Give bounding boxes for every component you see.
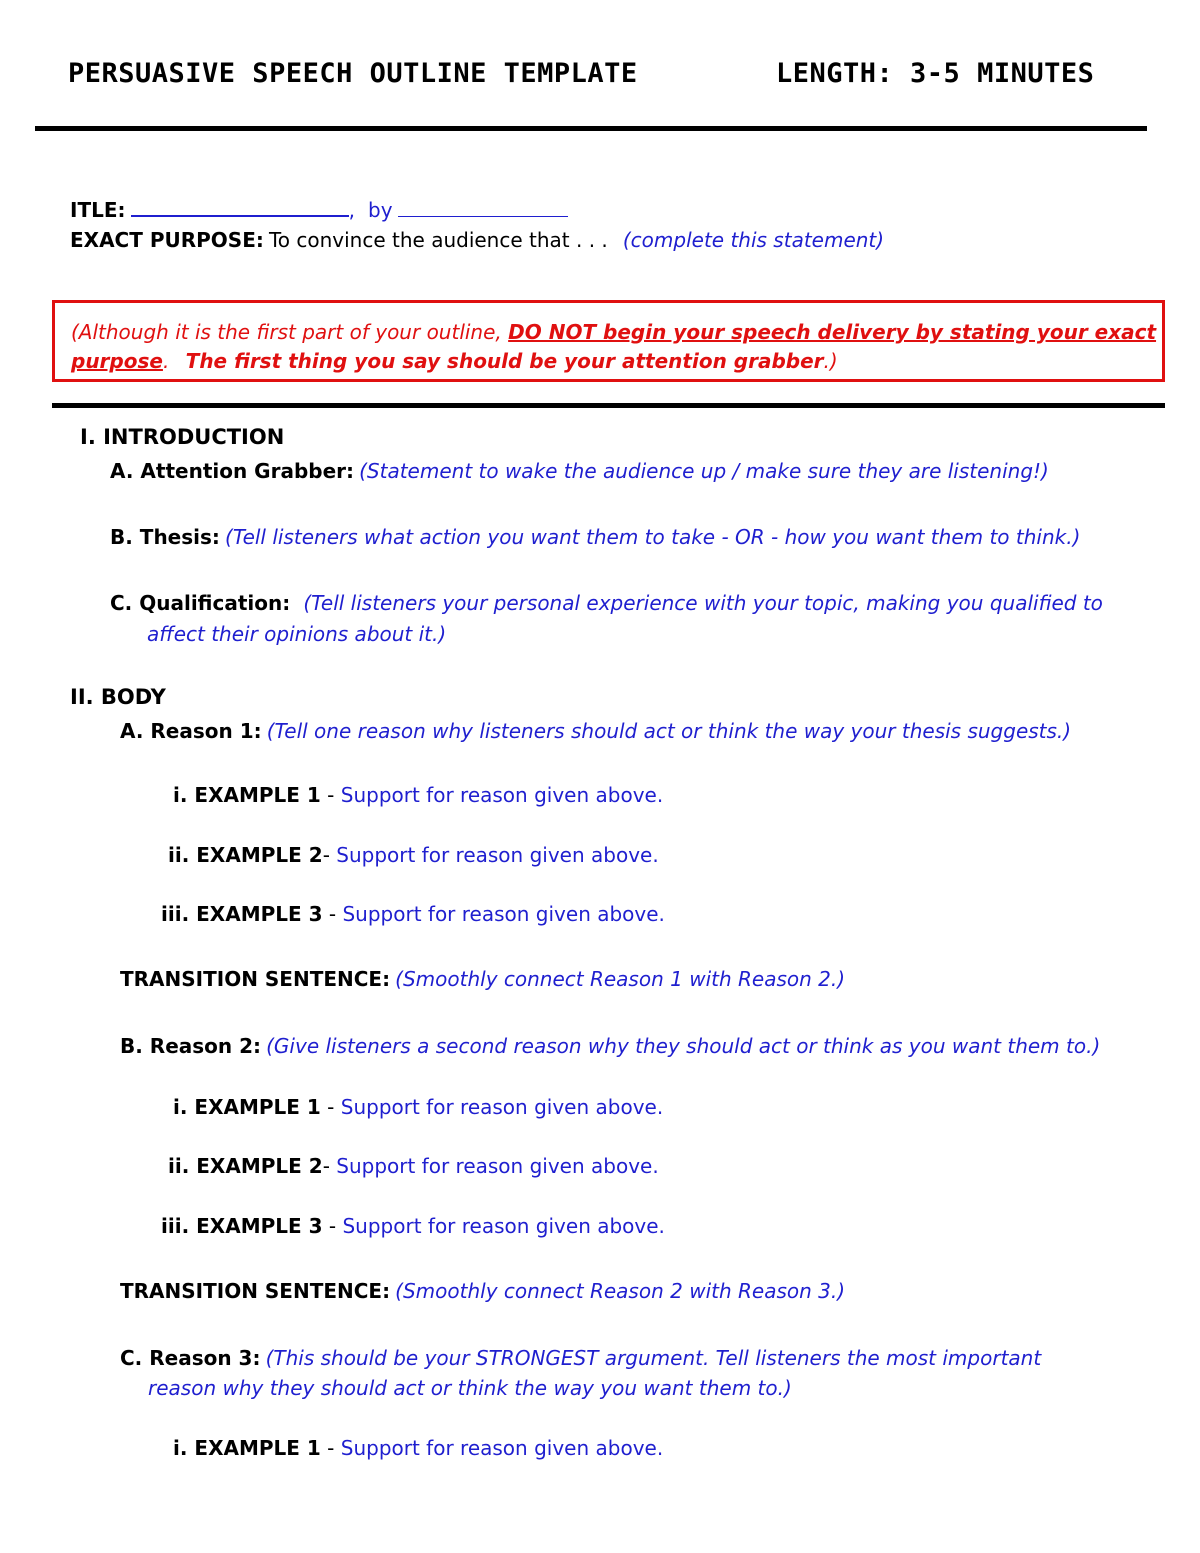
reason-3-hint-1: (This should be your STRONGEST argument. Tell listeners the most important [265, 1346, 1042, 1370]
reason-2-label: B. Reason 2: [120, 1034, 262, 1058]
qualification-hint-1: (Tell listeners your personal experience with your topic, making you qualified to [303, 591, 1103, 615]
example-number: iii. EXAMPLE 3 [161, 1214, 323, 1238]
reason-2-example-1 [173, 1095, 663, 1119]
example-separator: - [322, 1214, 343, 1238]
reason-2-example-3 [161, 1214, 665, 1238]
purpose-line [70, 228, 884, 252]
reason-2-example-2 [168, 1154, 659, 1178]
warning-line-1 [71, 320, 1156, 344]
example-number: ii. EXAMPLE 2 [168, 843, 323, 867]
section-divider [52, 403, 1165, 408]
example-number: i. EXAMPLE 1 [173, 1095, 321, 1119]
example-separator: - [320, 1436, 341, 1460]
purpose-label: EXACT PURPOSE: [70, 228, 264, 252]
purpose-text: To convince the audience that . . . [268, 228, 608, 252]
example-text: Support for reason given above. [340, 783, 664, 807]
warning-part-6: .) [823, 349, 838, 373]
reason-3-hint-2: reason why they should act or think the way you want them to.) [148, 1376, 792, 1400]
reason-3 [120, 1346, 1041, 1370]
document-title: PERSUASIVE SPEECH OUTLINE TEMPLATE [68, 58, 638, 89]
example-text: Support for reason given above. [342, 902, 665, 926]
warning-part-2: DO NOT begin your speech delivery by stating your exact [508, 320, 1157, 344]
transition-1-hint: (Smoothly connect Reason 1 with Reason 2.) [395, 967, 846, 991]
transition-1 [120, 967, 845, 991]
example-number: i. EXAMPLE 1 [173, 1436, 321, 1460]
transition-2 [120, 1279, 845, 1303]
reason-1-hint: (Tell one reason why listeners should act or think the way your thesis suggests.) [266, 719, 1072, 743]
example-separator: - [322, 1154, 337, 1178]
example-text: Support for reason given above. [342, 1214, 665, 1238]
example-text: Support for reason given above. [336, 1154, 659, 1178]
body-heading: II. BODY [70, 685, 166, 709]
example-separator: - [322, 902, 343, 926]
reason-2-hint: (Give listeners a second reason why they should act or think as you want them to.) [266, 1034, 1101, 1058]
purpose-hint: (complete this statement) [622, 228, 885, 252]
intro-heading: I. INTRODUCTION [80, 425, 285, 449]
example-separator: - [320, 783, 341, 807]
author-blank[interactable] [398, 198, 568, 217]
intro-item-a [110, 459, 1049, 483]
transition-2-hint: (Smoothly connect Reason 2 with Reason 3.) [395, 1279, 846, 1303]
example-number: ii. EXAMPLE 2 [168, 1154, 323, 1178]
reason-1-example-2 [168, 843, 659, 867]
reason-3-label: C. Reason 3: [120, 1346, 261, 1370]
qualification-label: C. Qualification: [110, 591, 291, 615]
reason-1-example-1 [173, 783, 663, 807]
example-text: Support for reason given above. [340, 1436, 664, 1460]
warning-box [52, 300, 1165, 382]
title-label: ITLE: [70, 198, 126, 222]
example-text: Support for reason given above. [340, 1095, 664, 1119]
transition-1-label: TRANSITION SENTENCE: [120, 967, 391, 991]
qualification-hint-2: affect their opinions about it.) [147, 622, 447, 646]
warning-line-2 [71, 349, 838, 373]
length-label: LENGTH: 3-5 MINUTES [776, 58, 1095, 89]
warning-part-1: (Although it is the first part of your outline, [71, 320, 502, 344]
intro-item-b [110, 525, 1080, 549]
attention-grabber-hint: (Statement to wake the audience up / make sure they are listening!) [359, 459, 1049, 483]
intro-item-c [110, 591, 1103, 615]
reason-1-label: A. Reason 1: [120, 719, 262, 743]
reason-1 [120, 719, 1071, 743]
example-separator: - [320, 1095, 341, 1119]
reason-2 [120, 1034, 1100, 1058]
attention-grabber-label: A. Attention Grabber: [110, 459, 355, 483]
reason-3-example-1 [173, 1436, 663, 1460]
example-number: i. EXAMPLE 1 [173, 783, 321, 807]
example-number: iii. EXAMPLE 3 [161, 902, 323, 926]
thesis-hint: (Tell listeners what action you want them to take - OR - how you want them to think.) [225, 525, 1081, 549]
example-separator: - [322, 843, 337, 867]
by-label: by [368, 198, 393, 222]
top-divider [35, 126, 1147, 131]
example-text: Support for reason given above. [336, 843, 659, 867]
title-line [70, 197, 568, 222]
warning-part-4: . [162, 349, 170, 373]
title-comma: , [348, 198, 355, 222]
warning-part-5: The first thing you say should be your attention grabber [185, 349, 824, 373]
thesis-label: B. Thesis: [110, 525, 220, 549]
reason-1-example-3 [161, 902, 665, 926]
title-blank[interactable] [131, 197, 349, 217]
transition-2-label: TRANSITION SENTENCE: [120, 1279, 391, 1303]
warning-part-3: purpose [71, 349, 163, 373]
